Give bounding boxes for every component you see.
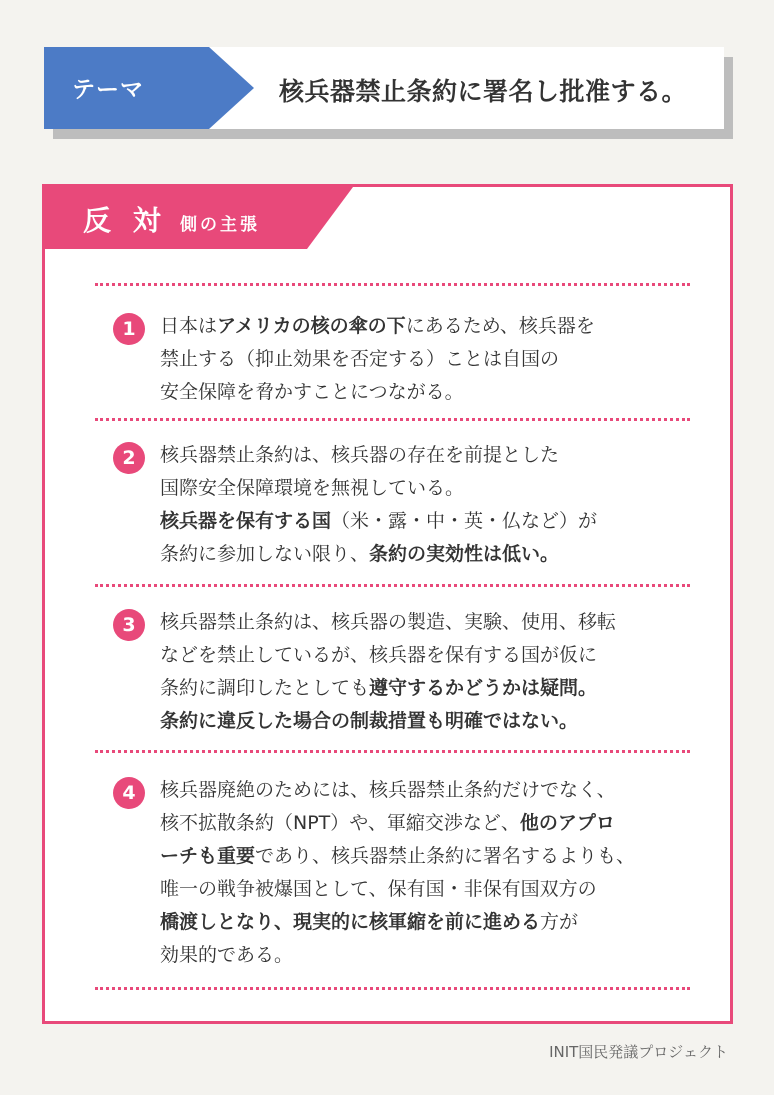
theme-title: 核兵器禁止条約に署名し批准する。 xyxy=(279,77,688,106)
body-text: 禁止する（抑止効果を否定する）ことは自国の xyxy=(160,348,560,370)
argument-line xyxy=(160,606,705,639)
emphasis-text: 遵守するかどうかは疑問。 xyxy=(369,677,598,699)
opposition-tag-sub: 側の主張 xyxy=(180,215,260,235)
argument-line xyxy=(160,439,705,472)
argument-text xyxy=(160,439,705,571)
emphasis-text: 他のアプロ xyxy=(519,812,615,834)
argument-line xyxy=(160,672,705,705)
theme-label: テーマ xyxy=(72,77,144,103)
argument-line xyxy=(160,538,705,571)
argument-line xyxy=(160,705,705,738)
argument-line xyxy=(160,774,705,807)
opposition-tag-main: 反 対 xyxy=(83,204,167,237)
body-text: 核兵器禁止条約は、核兵器の存在を前提とした xyxy=(160,444,560,466)
argument-text xyxy=(160,310,705,409)
argument-line xyxy=(160,472,705,505)
emphasis-text: 核兵器を保有する国 xyxy=(160,510,332,532)
dotted-divider xyxy=(95,418,690,421)
body-text: 国際安全保障環境を無視している。 xyxy=(160,477,465,499)
argument-line xyxy=(160,505,705,538)
argument-line xyxy=(160,939,705,972)
argument-line xyxy=(160,376,705,409)
argument-line xyxy=(160,840,705,873)
emphasis-text: 条約の実効性は低い。 xyxy=(369,543,560,565)
footer-credit: INIT国民発議プロジェクト xyxy=(549,1043,728,1061)
body-text: 日本は xyxy=(160,315,218,337)
item-number-badge: 2 xyxy=(113,442,145,474)
dotted-divider xyxy=(95,750,690,753)
body-text: （米・露・中・英・仏など）が xyxy=(331,510,598,532)
body-text: 効果的である。 xyxy=(160,944,294,966)
argument-text xyxy=(160,774,705,972)
emphasis-text: 条約に違反した場合の制裁措置も明確ではない。 xyxy=(160,710,579,732)
dotted-divider xyxy=(95,987,690,990)
body-text: 核兵器廃絶のためには、核兵器禁止条約だけでなく、 xyxy=(160,779,616,801)
argument-text xyxy=(160,606,705,738)
dotted-divider xyxy=(95,283,690,286)
item-number-badge: 3 xyxy=(113,609,145,641)
body-text: 核兵器禁止条約は、核兵器の製造、実験、使用、移転 xyxy=(160,611,617,633)
item-number-badge: 1 xyxy=(113,313,145,345)
body-text: であり、核兵器禁止条約に署名するよりも、 xyxy=(255,845,636,867)
body-text: 核不拡散条約（NPT）や、軍縮交渉など、 xyxy=(160,812,520,834)
argument-line xyxy=(160,639,705,672)
argument-line xyxy=(160,310,705,343)
item-number-badge: 4 xyxy=(113,777,145,809)
body-text: 条約に調印したとしても xyxy=(160,677,370,699)
body-text: にあるため、核兵器を xyxy=(405,315,595,337)
body-text: 方が xyxy=(540,911,579,933)
argument-line xyxy=(160,343,705,376)
theme-banner xyxy=(44,47,724,129)
argument-line xyxy=(160,873,705,906)
argument-line xyxy=(160,807,705,840)
emphasis-text: ーチも重要 xyxy=(160,845,256,867)
argument-line xyxy=(160,906,705,939)
emphasis-text: アメリカの核の傘の下 xyxy=(217,315,406,337)
body-text: 安全保障を脅かすことにつながる。 xyxy=(160,381,464,403)
body-text: 唯一の戦争被爆国として、保有国・非保有国双方の xyxy=(160,878,597,900)
emphasis-text: 橋渡しとなり、現実的に核軍縮を前に進める xyxy=(160,911,541,933)
opposition-card xyxy=(42,184,733,1024)
body-text: などを禁止しているが、核兵器を保有する国が仮に xyxy=(160,644,598,666)
dotted-divider xyxy=(95,584,690,587)
body-text: 条約に参加しない限り、 xyxy=(160,543,370,565)
